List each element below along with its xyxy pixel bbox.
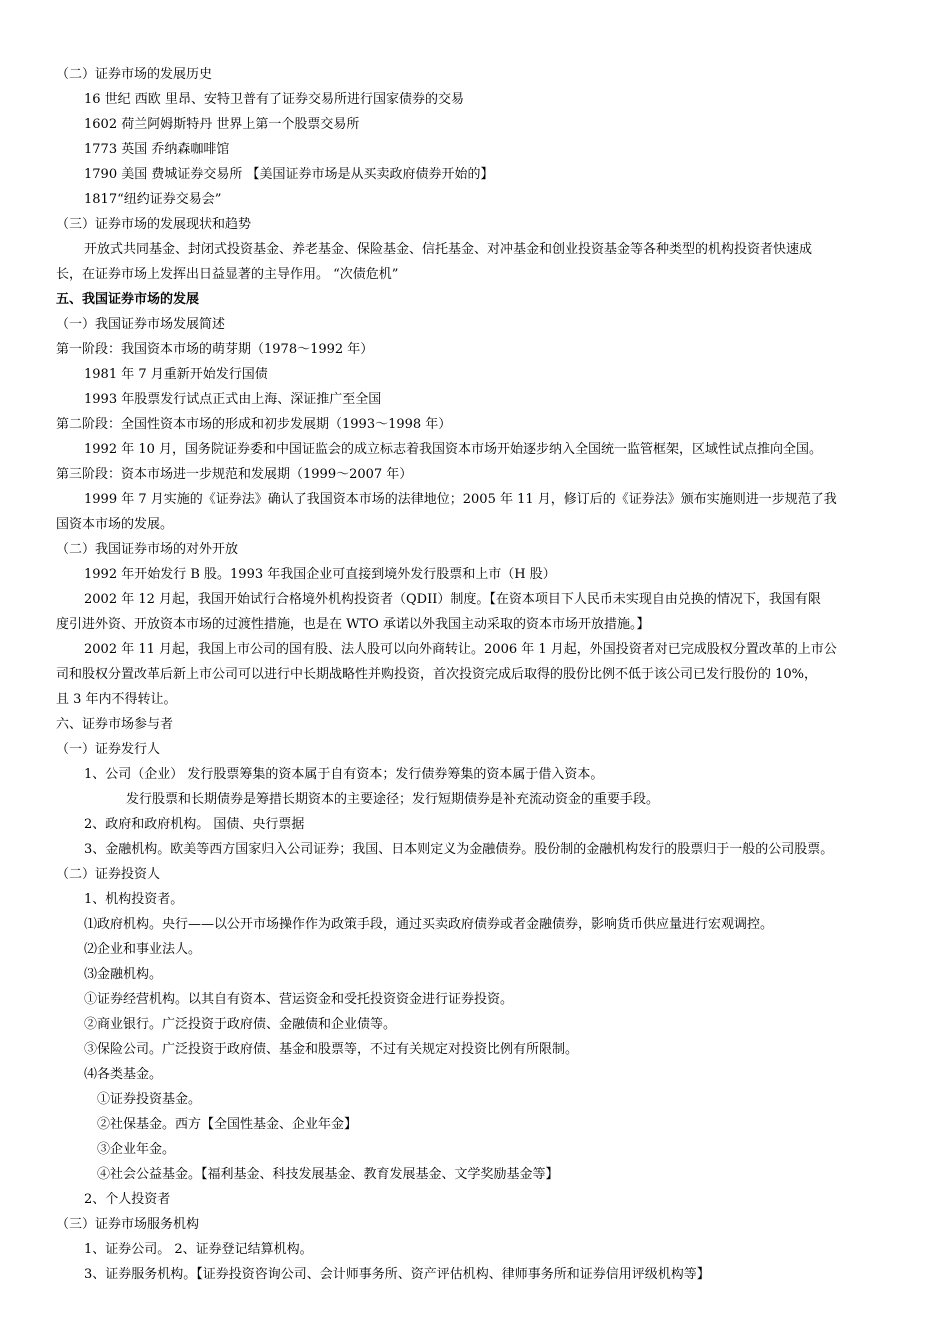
section-heading-issuers: （一）证券发行人 bbox=[56, 742, 161, 757]
list-item: ②社保基金。西方【全国性基金、企业年金】 bbox=[97, 1117, 358, 1132]
section-heading-history: （二）证券市场的发展历史 bbox=[56, 67, 213, 82]
section-heading-trends: （三）证券市场的发展现状和趋势 bbox=[56, 217, 252, 232]
text-line: 开放式共同基金、封闭式投资基金、养老基金、保险基金、信托基金、对冲基金和创业投资基金等各种类型的机构投资者快速成 bbox=[84, 242, 813, 257]
text-line: 16 世纪 西欧 里昂、安特卫普有了证券交易所进行国家债券的交易 bbox=[84, 92, 464, 107]
text-line: 2002 年 11 月起，我国上市公司的国有股、法人股可以向外商转让。2006 年 1 月起，外国投资者对已完成股权分置改革的上市公 bbox=[84, 642, 837, 657]
text-line: 1992 年开始发行 B 股。1993 年我国企业可直接到境外发行股票和上市（H 股） bbox=[84, 567, 556, 582]
section-heading-investors: （二）证券投资人 bbox=[56, 867, 161, 882]
list-item: 1、公司（企业） 发行股票筹集的资本属于自有资本；发行债券筹集的资本属于借入资本。 bbox=[84, 767, 604, 782]
list-item: 3、金融机构。欧美等西方国家归入公司证券；我国、日本则定义为金融债券。股份制的金融机构发行的股票归于一般的公司股票。 bbox=[84, 842, 834, 857]
chapter-heading-participants: 六、证券市场参与者 bbox=[56, 717, 174, 732]
text-line: 1602 荷兰阿姆斯特丹 世界上第一个股票交易所 bbox=[84, 117, 360, 132]
text-line: 1999 年 7 月实施的《证券法》确认了我国资本市场的法律地位；2005 年 11 月，修订后的《证券法》颁布实施则进一步规范了我 bbox=[84, 492, 837, 507]
text-line: 度引进外资、开放资本市场的过渡性措施，也是在 WTO 承诺以外我国主动采取的资本市场开放措施。】 bbox=[56, 617, 650, 632]
text-line: 2002 年 12 月起，我国开始试行合格境外机构投资者（QDII）制度。【在资本项目下人民币未实现自由兑换的情况下，我国有限 bbox=[84, 592, 821, 607]
list-item: ②商业银行。广泛投资于政府债、金融债和企业债等。 bbox=[84, 1017, 397, 1032]
stage-heading-3: 第三阶段：资本市场进一步规范和发展期（1999～2007 年） bbox=[56, 467, 413, 482]
list-item: 2、政府和政府机构。 国债、央行票据 bbox=[84, 817, 305, 832]
list-item: ⑷各类基金。 bbox=[84, 1067, 163, 1082]
section-heading-overview: （一）我国证券市场发展简述 bbox=[56, 317, 226, 332]
list-item: ⑶金融机构。 bbox=[84, 967, 163, 982]
text-line: 1981 年 7 月重新开始发行国债 bbox=[84, 367, 268, 382]
list-item: 3、证券服务机构。【证券投资咨询公司、会计师事务所、资产评估机构、律师事务所和证券信用评级机构等】 bbox=[84, 1267, 710, 1282]
text-line: 长，在证券市场上发挥出日益显著的主导作用。 “次债危机” bbox=[56, 267, 399, 282]
list-item: ①证券投资基金。 bbox=[97, 1092, 202, 1107]
text-line: 国资本市场的发展。 bbox=[56, 517, 174, 532]
stage-heading-1: 第一阶段：我国资本市场的萌芽期（1978～1992 年） bbox=[56, 342, 374, 357]
list-item: ⑴政府机构。央行——以公开市场操作作为政策手段，通过买卖政府债券或者金融债券，影响货币供应量进行宏观调控。 bbox=[84, 917, 774, 932]
text-line: 1817“纽约证券交易会” bbox=[84, 192, 222, 207]
list-item: ③企业年金。 bbox=[97, 1142, 176, 1157]
list-item: ④社会公益基金。【福利基金、科技发展基金、教育发展基金、文学奖励基金等】 bbox=[97, 1167, 559, 1182]
list-item: 2、个人投资者 bbox=[84, 1192, 171, 1207]
text-line: 1993 年股票发行试点正式由上海、深证推广至全国 bbox=[84, 392, 382, 407]
text-line: 发行股票和长期债券是筹措长期资本的主要途径；发行短期债券是补充流动资金的重要手段。 bbox=[126, 792, 660, 807]
text-line: 1790 美国 费城证券交易所 【美国证券市场是从买卖政府债券开始的】 bbox=[84, 167, 494, 182]
text-line: 且 3 年内不得转让。 bbox=[56, 692, 177, 707]
list-item: ③保险公司。广泛投资于政府债、基金和股票等，不过有关规定对投资比例有所限制。 bbox=[84, 1042, 579, 1057]
text-line: 1992 年 10 月，国务院证券委和中国证监会的成立标志着我国资本市场开始逐步纳入全国统一监管框架，区域性试点推向全国。 bbox=[84, 442, 823, 457]
list-item: ①证券经营机构。以其自有资本、营运资金和受托投资资金进行证券投资。 bbox=[84, 992, 514, 1007]
list-item: ⑵企业和事业法人。 bbox=[84, 942, 202, 957]
chapter-heading-china-market: 五、我国证券市场的发展 bbox=[56, 292, 200, 307]
list-item: 1、机构投资者。 bbox=[84, 892, 184, 907]
text-line: 司和股权分置改革后新上市公司可以进行中长期战略性并购投资，首次投资完成后取得的股份比例不低于该公司已发行股份的 10%， bbox=[56, 667, 818, 682]
section-heading-opening: （二）我国证券市场的对外开放 bbox=[56, 542, 239, 557]
section-heading-service-institutions: （三）证券市场服务机构 bbox=[56, 1217, 200, 1232]
list-item: 1、证券公司。 2、证券登记结算机构。 bbox=[84, 1242, 313, 1257]
text-line: 1773 英国 乔纳森咖啡馆 bbox=[84, 142, 230, 157]
stage-heading-2: 第二阶段：全国性资本市场的形成和初步发展期（1993～1998 年） bbox=[56, 417, 452, 432]
